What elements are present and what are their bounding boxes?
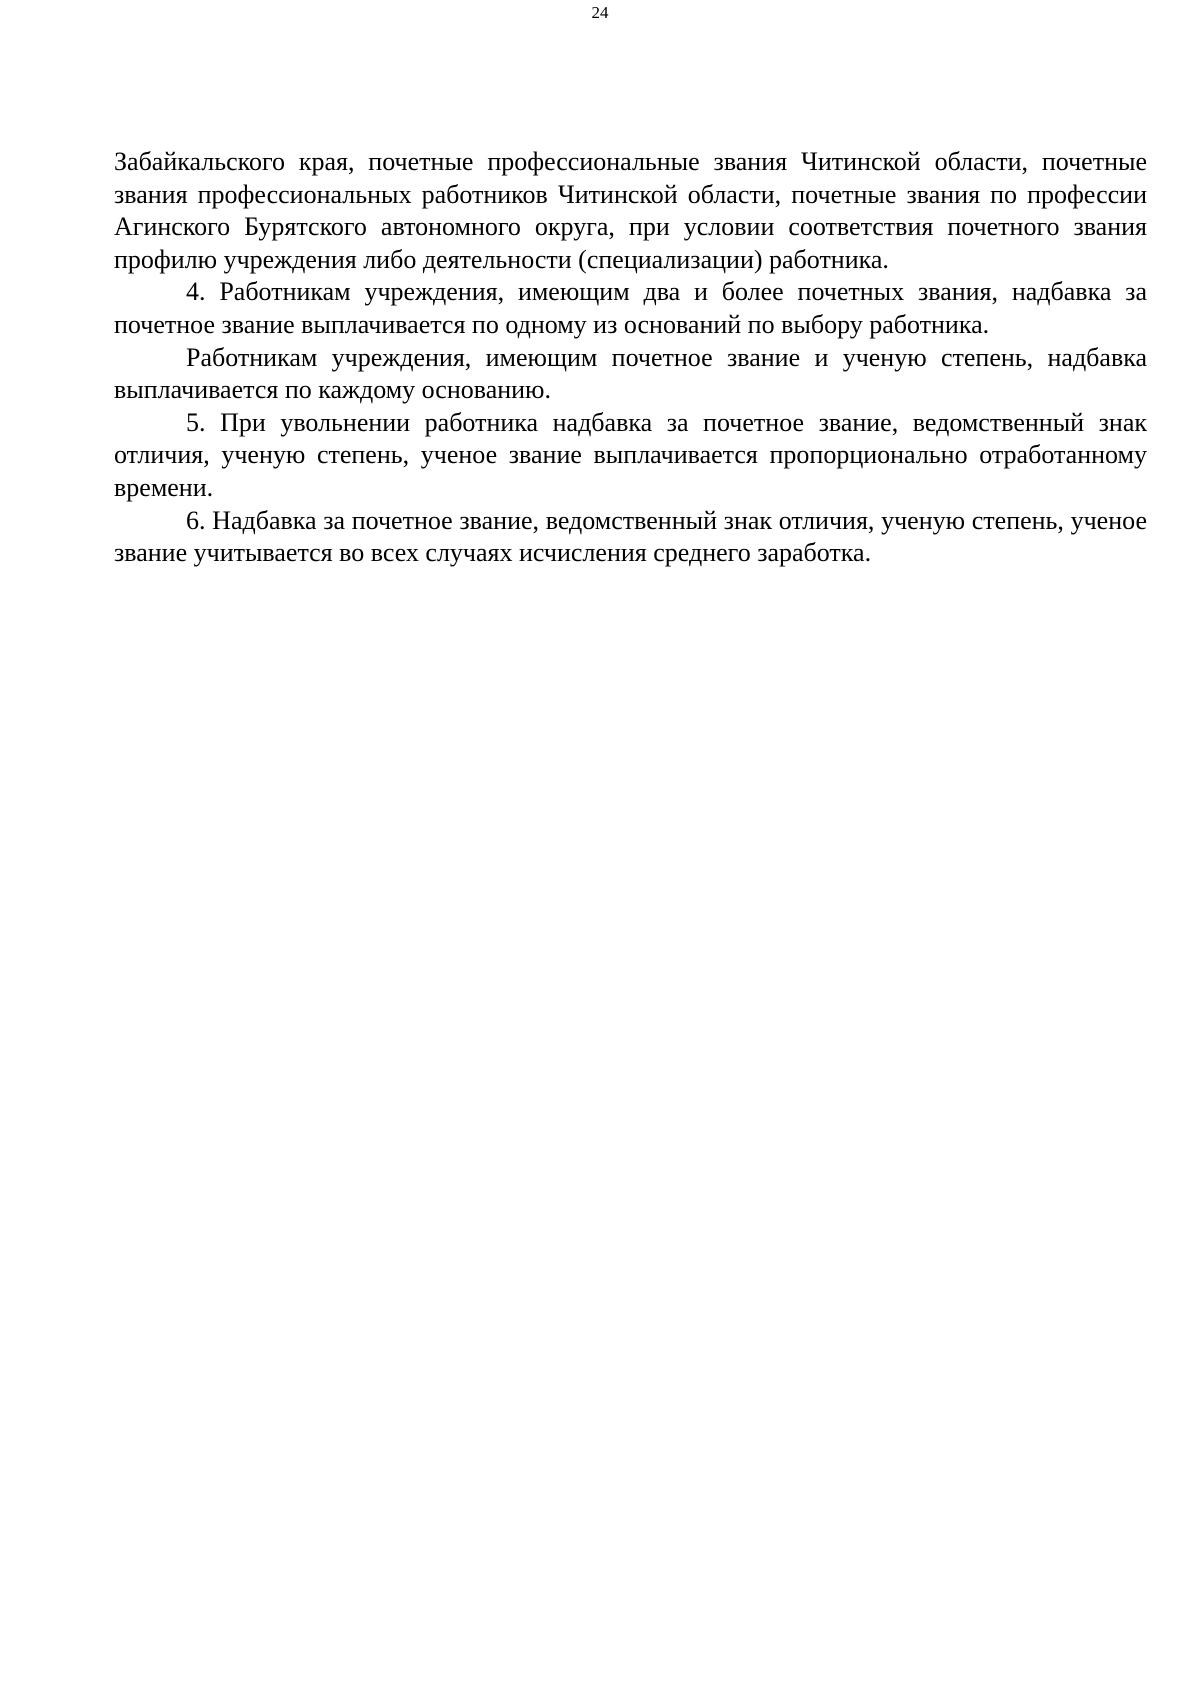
document-body <box>114 146 1147 570</box>
paragraph-item-4: 4. Работникам учреждения, имеющим два и более почетных звания, надбавка за почетное звание выплачивается по одному из оснований по выбору работника. <box>114 277 1147 339</box>
page-number: 24 <box>591 3 609 22</box>
paragraph-continuation: Забайкальского края, почетные профессиональные звания Читинской области, почетные звания профессиональных работников Читинской области, почетные звания по профессии Агинского Бурятского автономного округа, при условии соответствия почетного звания профилю учреждения либо деятельности (специализации) работника. <box>114 147 1147 274</box>
paragraph-item-6: 6. Надбавка за почетное звание, ведомственный знак отличия, ученую степень, ученое звание учитывается во всех случаях исчисления среднего заработка. <box>114 505 1147 568</box>
paragraph-item-5: 5. При увольнении работника надбавка за почетное звание, ведомственный знак отличия, ученую степень, ученое звание выплачивается пропорционально отработанному времени. <box>114 407 1147 502</box>
paragraph-item-4-addendum: Работникам учреждения, имеющим почетное звание и ученую степень, надбавка выплачивается по каждому основанию. <box>114 342 1147 405</box>
